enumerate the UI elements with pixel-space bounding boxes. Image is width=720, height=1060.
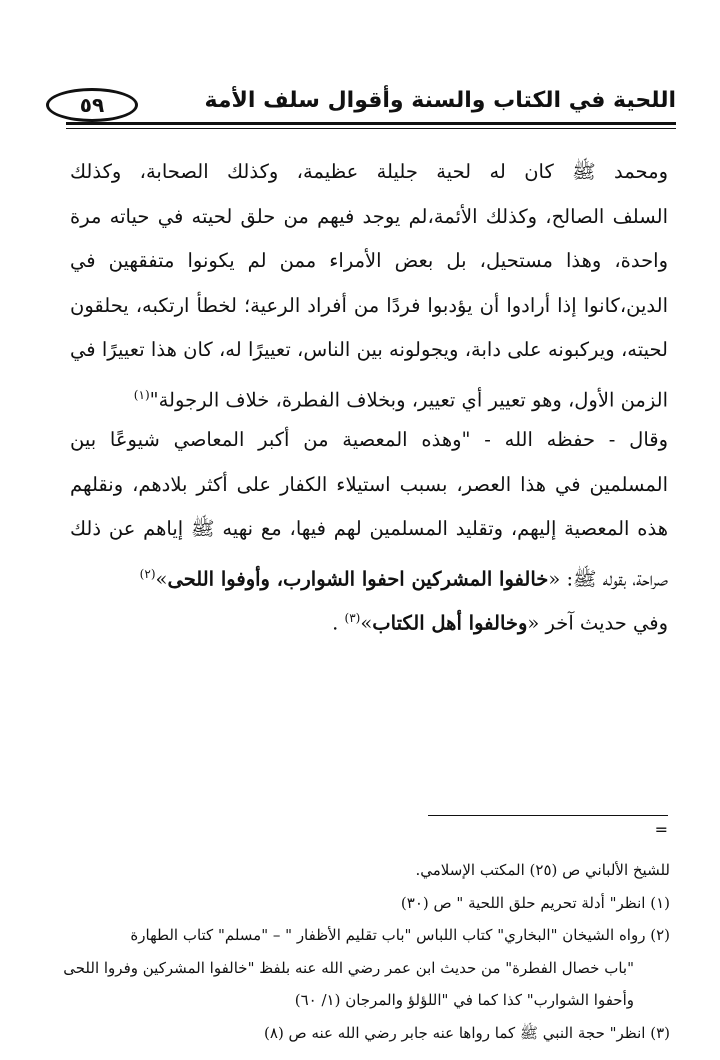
footnote-line: (٢) رواه الشيخان "البخاري" كتاب اللباس "باب تقليم الأظفار " – "مسلم" كتاب الطهارة: [130, 926, 670, 944]
text-span: الزمن الأول، وهو تعيير أي تعيير، وبخلاف الفطرة، خلاف الرجولة": [149, 388, 668, 411]
text-span: صراحة، بقوله ﷺ: «: [548, 567, 668, 590]
footnote-ref: (١): [133, 387, 150, 402]
text-line: [70, 373, 668, 418]
text-line: [70, 552, 668, 597]
footnote-line: (١) انظر" أدلة تحريم حلق اللحية " ص (٣٠): [400, 893, 670, 912]
text-line: ومحمد ﷺ كان له لحية جليلة عظيمة، وكذلك الصحابة، وكذلك: [70, 160, 668, 183]
text-line: السلف الصالح، وكذلك الأئمة،لم يوجد فيهم من حلق لحيته في حياته مرة: [70, 204, 668, 228]
header-rule: [66, 122, 676, 125]
text-span: وفي حديث آخر «: [527, 611, 668, 635]
paragraph-2: [70, 418, 668, 641]
footnote-separator: [428, 815, 668, 816]
quote-close: »: [155, 567, 168, 590]
page-number: ٥٩: [46, 88, 138, 122]
text-line: الدين،كانوا إذا أرادوا أن يؤدبوا فردًا من أفراد الرعية؛ لخطأ ارتكبه، يحلقون: [70, 293, 668, 317]
hadith-quote: خالفوا المشركين احفوا الشوارب، وأوفوا اللحى: [167, 567, 549, 590]
footnote-line: وأحفوا الشوارب" كذا كما في "اللؤلؤ والمرجان (١/ ٦٠): [294, 991, 634, 1009]
text-line: المسلمين في هذا العصر، بسبب استيلاء الكفار على أكثر بلادهم، ونقلهم: [70, 472, 668, 496]
footnote-line: "باب خصال الفطرة" من حديث ابن عمر رضي الله عنه بلفظ "خالفوا المشركين وفروا اللحى: [63, 958, 634, 977]
quote-close: »: [360, 611, 373, 635]
text-line: وقال - حفظه الله - "وهذه المعصية من أكبر المعاصي شيوعًا بين: [70, 428, 668, 451]
header-rule-thin: [66, 128, 676, 129]
footnotes: [63, 854, 670, 1049]
hadith-quote: وخالفوا أهل الكتاب: [372, 611, 528, 635]
text-line: [70, 596, 668, 641]
text-span: .: [332, 611, 345, 635]
footnote-ref: (٢): [139, 566, 156, 581]
text-line: لحيته، ويركبونه على دابة، ويجولونه بين الناس، تعييرًا له، كان هذا تعييرًا في: [70, 338, 668, 361]
continuation-mark: =: [654, 820, 668, 839]
footnote-line: للشيخ الألباني ص (٢٥) المكتب الإسلامي.: [415, 861, 670, 879]
text-line: هذه المعصية إليهم، وتقليد المسلمين لهم فيها، مع نهيه ﷺ إياهم عن ذلك: [70, 517, 668, 540]
paragraph-1: [70, 150, 668, 417]
footnote-ref: (٣): [344, 611, 361, 625]
text-line: واحدة، وهذا مستحيل، بل بعض الأمراء ممن لم يكونوا متفقهين في: [70, 249, 668, 272]
running-header-title: اللحية في الكتاب والسنة وأقوال سلف الأمة: [204, 88, 676, 113]
footnote-line: (٣) انظر" حجة النبي ﷺ كما رواها عنه جابر رضي الله عنه ص (٨): [264, 1023, 670, 1042]
